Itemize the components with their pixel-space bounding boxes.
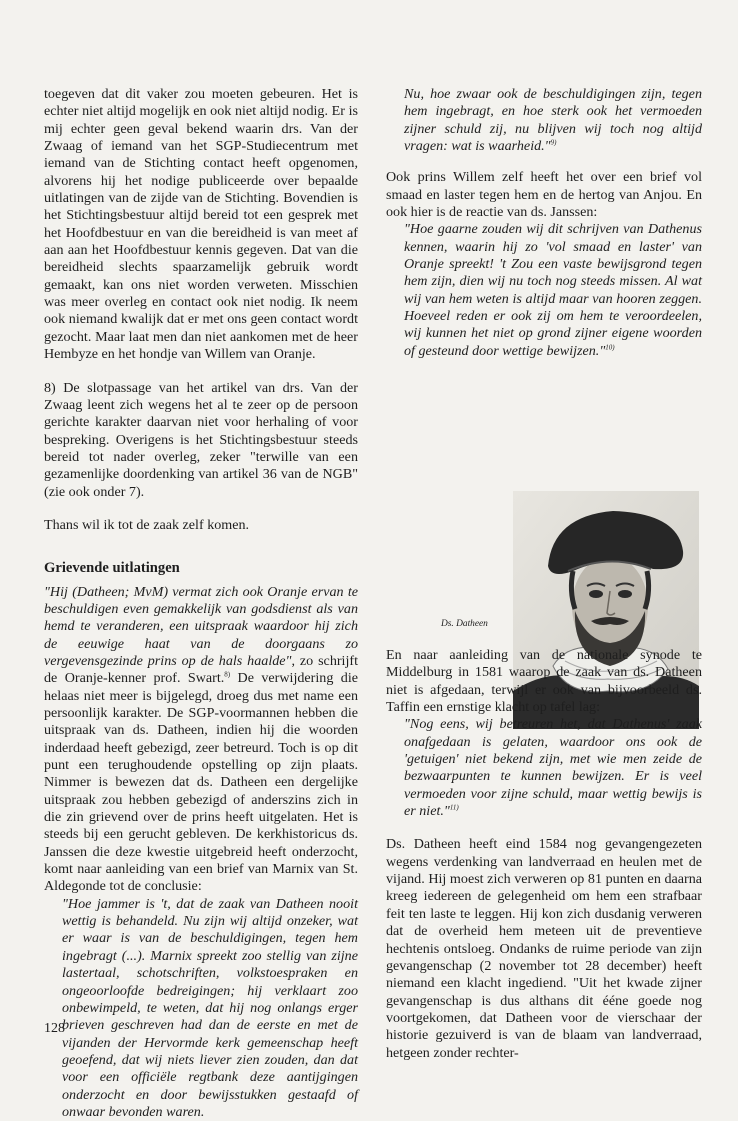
- quote-swart: "Hij (Datheen; MvM) vermat zich ook Oranje ervan te beschuldigen even gemakkelijk van godsdienst als van hemd te veranderen, een uitspraak waardoor hij zich de eeuwige haat van de doorgaans zo vergevensgezinde prins op de hals haalde": [44, 583, 358, 669]
- paragraph-transition: Thans wil ik tot de zaak zelf komen.: [44, 516, 250, 533]
- left-column: [44, 86, 358, 1121]
- footnote-ref-10: 10): [605, 343, 615, 352]
- quote-janssen-1: "Hoe jammer is 't, dat de zaak van Datheen nooit wettig is behandeld. Nu zijn wij altijd onzeker, wat er waar is van de beschuldigingen, tegen hem ingebragt (...). Marnix spreekt zoo stellig van zijne lastertaal, schotschriften, volkstoespraken en ongeoorloofde bedreigingen; hij verklaart zoo onbewimpeld, te weten, dat hij nog onlangs erger brieven geschreven had dan de eerste en met de vijanden der Hervormde kerk gemeenschap heeft geoefend, dat wij niets liever zien zouden, dan dat voor een officiële regtbank deze aantijgingen onderzocht en door bewijsstukken gestaafd of onwaar bevonden waren.: [62, 895, 358, 1120]
- paragraph-prins-willem: Ook prins Willem zelf heeft het over een brief vol smaad en laster tegen hem en de hertog van Anjou. En ook hier is de reactie van ds. Janssen:: [386, 169, 702, 221]
- footnote-ref-11: 11): [449, 803, 459, 812]
- paragraph-point-8: 8) De slotpassage van het artikel van drs. Van der Zwaag leent zich wegens het al te zeer op de persoon gerichte karakter daarvan niet voor herhaling of voor bespreking. Overigens is het Stichtingsbestuur steeds bereid tot nader overleg, zeker "terwille van een gezamenlijke doordenking van artikel 36 van de NGB" (zie ook onder 7).: [44, 379, 358, 500]
- quote-swart-attribution: , zo schrijft de Oranje-kenner prof. Swart.: [44, 652, 358, 687]
- right-column-top: [386, 86, 702, 360]
- paragraph-janssen: De verwijdering die helaas niet meer is bijgelegd, droeg dus met name een persoonlijk karakter. De SGP-voormannen hebben die uitspraak van ds. Datheen, indien hij die woorden inderdaad heeft gebezigd, zeer betreurd. Toch is op dit punt een terughoudende opstelling op zijn plaats. Nimmer is bewezen dat ds. Datheen een dergelijke uitspraak zou hebben gebezigd of anderszins zich in die zin grievend over de prins heeft uitgelaten. Het is steeds bij een gerucht gebleven. De kerkhistoricus ds. Janssen die deze kwestie uitgebreid heeft onderzocht, komt naar aanleiding van een brief van Marnix van St. Aldegonde tot de conclusie:: [44, 670, 358, 895]
- footnote-ref-9: 9): [550, 138, 557, 147]
- footnote-ref-8: 8): [224, 670, 231, 679]
- quote-janssen-2: "Hoe gaarne zouden wij dit schrijven van Dathenus kennen, waarin hij zo 'vol smaad en laster' van Oranje spreekt! 't Zou een vaste bewijsgrond tegen hem zijn, dien wij nu toch nog steeds missen. Al wat wij van hem weten is altijd maar van hooren zeggen. Hoeveel reden er ook zij om hem te veroordeelen, wij kunnen het niet op grond zijner eigene woorden of gesteund door wettige bewijzen."$^{10)}$: [404, 221, 702, 359]
- paragraph-synode: En naar aanleiding van de nationale synode te Middelburg in 1581 waarop de zaak van ds. Datheen niet is afgedaan, terwijl er ook van bijvoorbeeld ds. Taffin een ernstige klacht op tafel lag:: [386, 647, 702, 716]
- section-heading: Grievende uitlatingen: [44, 560, 180, 577]
- paragraph-1: toegeven dat dit vaker zou moeten gebeuren. Het is echter niet altijd mogelijk en ook niet altijd nodig. Er is mij echter geen geval bekend waarin drs. Van der Zwaag of iemand van het SGP-Studiecentrum met iemand van de Stichting contact heeft opgenomen, alvorens hij het nodige publiceerde over bepaalde uitlatingen van de zijde van de Stichting. Bovendien is het Stichtingsbestuur altijd bereid tot een gesprek met het Hoofdbestuur en van die bereidheid is van meet af aan aan het Hoofdbestuur kennis gegeven. Dat van die bereidheid slechts spaarzamelijk gebruik wordt gemaakt, kan ons niet worden verweten. Misschien was meer overleg en contact ook niet nodig. Ik neem ook niemand kwalijk dat er met ons geen contact wordt gezocht. Maar laat men dan niet aankomen met de heer Hembyze en het hondje van Willem van Oranje.: [44, 86, 358, 363]
- right-column-bottom: [386, 647, 702, 1062]
- quote-janssen-1-cont: Nu, hoe zwaar ook de beschuldigingen zijn, tegen hem ingebragt, en hoe sterk ook het vermoeden zijner schuld zij, nu blijven wij toch nog altijd vragen: wat is waarheid."$^{9)}$: [404, 86, 702, 155]
- paragraph-quote-swart: [44, 584, 358, 896]
- quote-janssen-3: "Nog eens, wij betreuren het, dat Dathenus' zaak onafgedaan is gelaten, waardoor ons ook de 'getuigen' niet bekend zijn, met wie men zeide de bezwaarpunten te kunnen bewijzen. Er is veel vermoeden voor zijne schuld, maar wettig bewijs is er niet."$^{11)}$: [404, 716, 702, 820]
- page-number: 128: [44, 1021, 65, 1036]
- paragraph-gevangenschap: Ds. Datheen heeft eind 1584 nog gevangengezeten wegens verdenking van landverraad en heulen met de vijand. Hij moest zich verweren op 81 punten en daarna kreeg iedereen de gelegenheid om hem een strafbaar feit ten laste te leggen. Hij kon zich dusdanig verweren dat de overheid hem meteen uit de preventieve hechtenis ontsloeg. Ondanks de ruime periode van zijn gevangenschap (2 november tot 28 december) heeft niemand een klacht ingediend. "Uit het kwade zijner gevangenschap is dus althans dit ééne goede nog voortgekomen, dat Datheen voor de vierschaar der historie gezuiverd is van de blaam van landverraad, hetgeen zonder rechter-: [386, 836, 702, 1061]
- portrait-caption: Ds. Datheen: [441, 619, 488, 629]
